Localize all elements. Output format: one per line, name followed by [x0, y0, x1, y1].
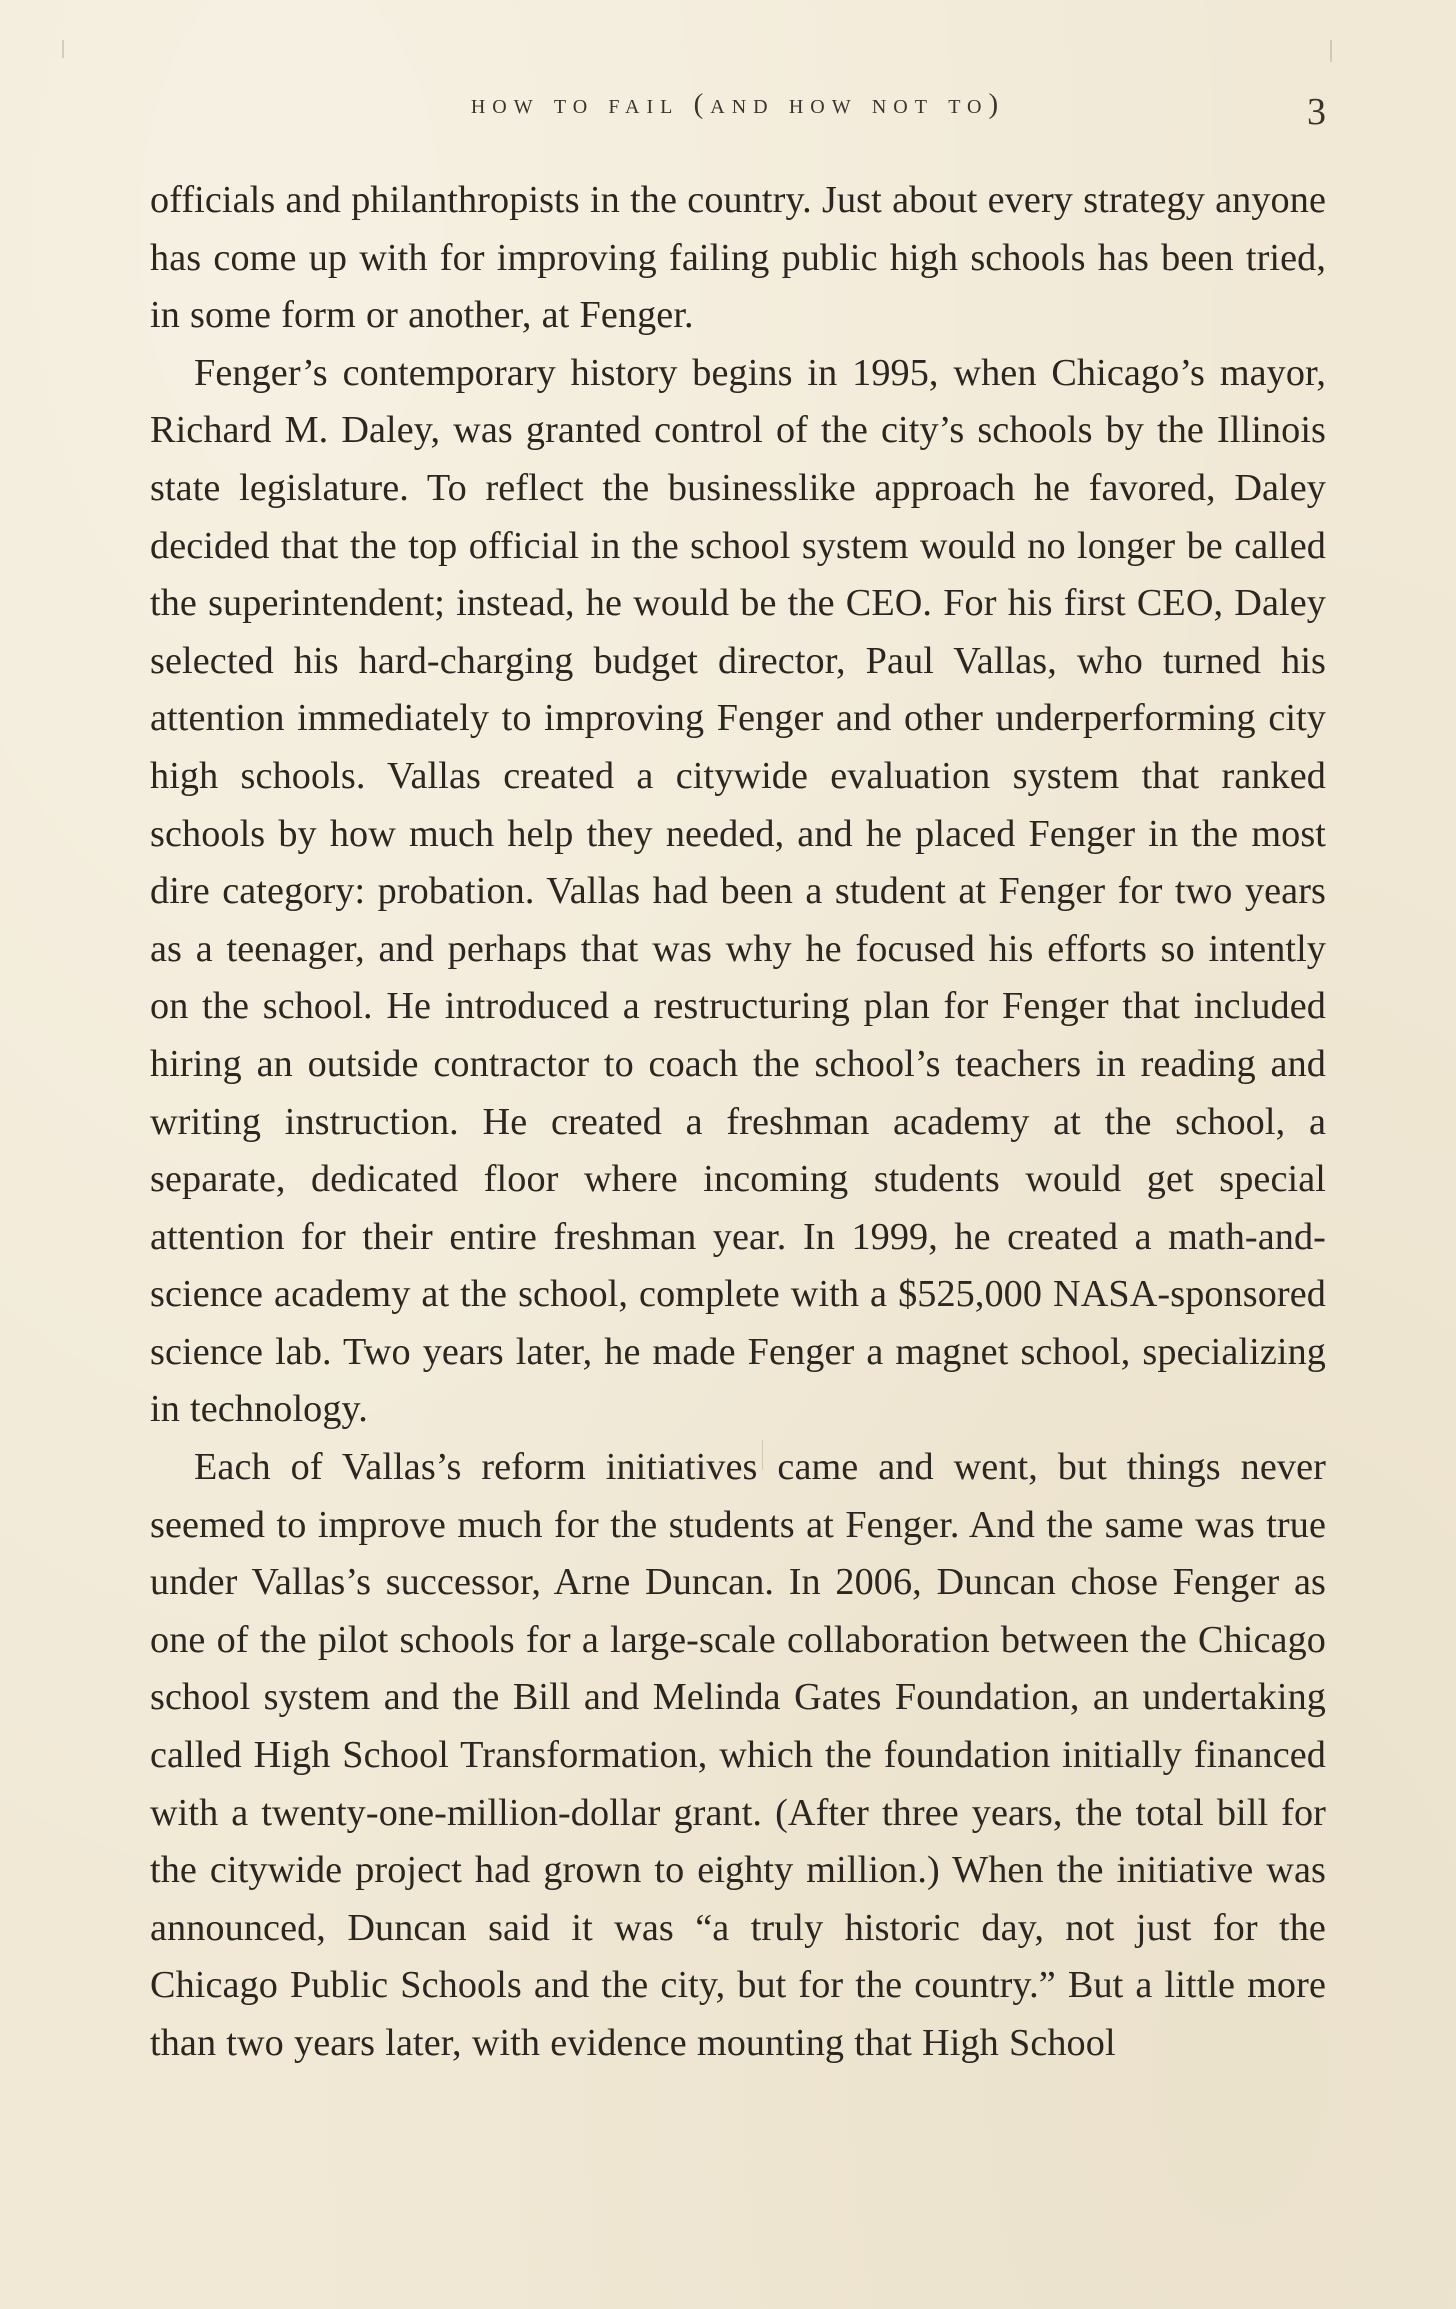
paragraph: Each of Vallas’s reform initiatives came and went, but things never seemed to improve much for the students at Fenger. And the same was true under Vallas’s successor, Arne Duncan. In 2006, Duncan chose Fenger as one of the pilot schools for a large-scale collaboration between the Chicago school system and the Bill and Melinda Gates Foundation, an undertaking called High School Transformation, which the foundation initially financed with a twenty-one-million-dollar grant. (After three years, the total bill for the citywide project had grown to eighty million.) When the initiative was announced, Duncan said it was “a truly historic day, not just for the Chicago Public Schools and the city, but for the country.” But a little more than two years later, with evidence mounting that High School [150, 1446, 1326, 2064]
paper-speck [1330, 40, 1332, 62]
running-title: how to fail (and how not to) [470, 88, 1006, 120]
page-number: 3 [1307, 91, 1326, 133]
paragraph: Fenger’s contemporary history begins in 1995, when Chicago’s mayor, Richard M. Daley, was granted control of the city’s schools by the Illinois state legislature. To reflect the businesslike approach he favored, Daley decided that the top official in the school system would no longer be called the superintendent; instead, he would be the CEO. For his first CEO, Daley selected his hard-charging budget director, Paul Vallas, who turned his attention immediately to improving Fenger and other underperforming city high schools. Vallas created a citywide evaluation system that ranked schools by how much help they needed, and he placed Fenger in the most dire category: probation. Vallas had been a student at Fenger for two years as a teenager, and perhaps that was why he focused his efforts so intently on the school. He introduced a restructuring plan for Fenger that included hiring an outside contractor to coach the school’s teachers in reading and writing instruction. He created a freshman academy at the school, a separate, dedicated floor where incoming students would get special attention for their entire freshman year. In 1999, he created a math-and-science academy at the school, complete with a $525,000 NASA-sponsored science lab. Two years later, he made Fenger a magnet school, specializing in technology. [150, 351, 1326, 1431]
paper-speck [62, 40, 64, 58]
body-text [150, 172, 1326, 2073]
paragraph-continued: officials and philanthropists in the country. Just about every strategy anyone has come up with for improving failing public high schools has been tried, in some form or another, at Fenger. [150, 179, 1326, 337]
running-head [150, 88, 1326, 138]
